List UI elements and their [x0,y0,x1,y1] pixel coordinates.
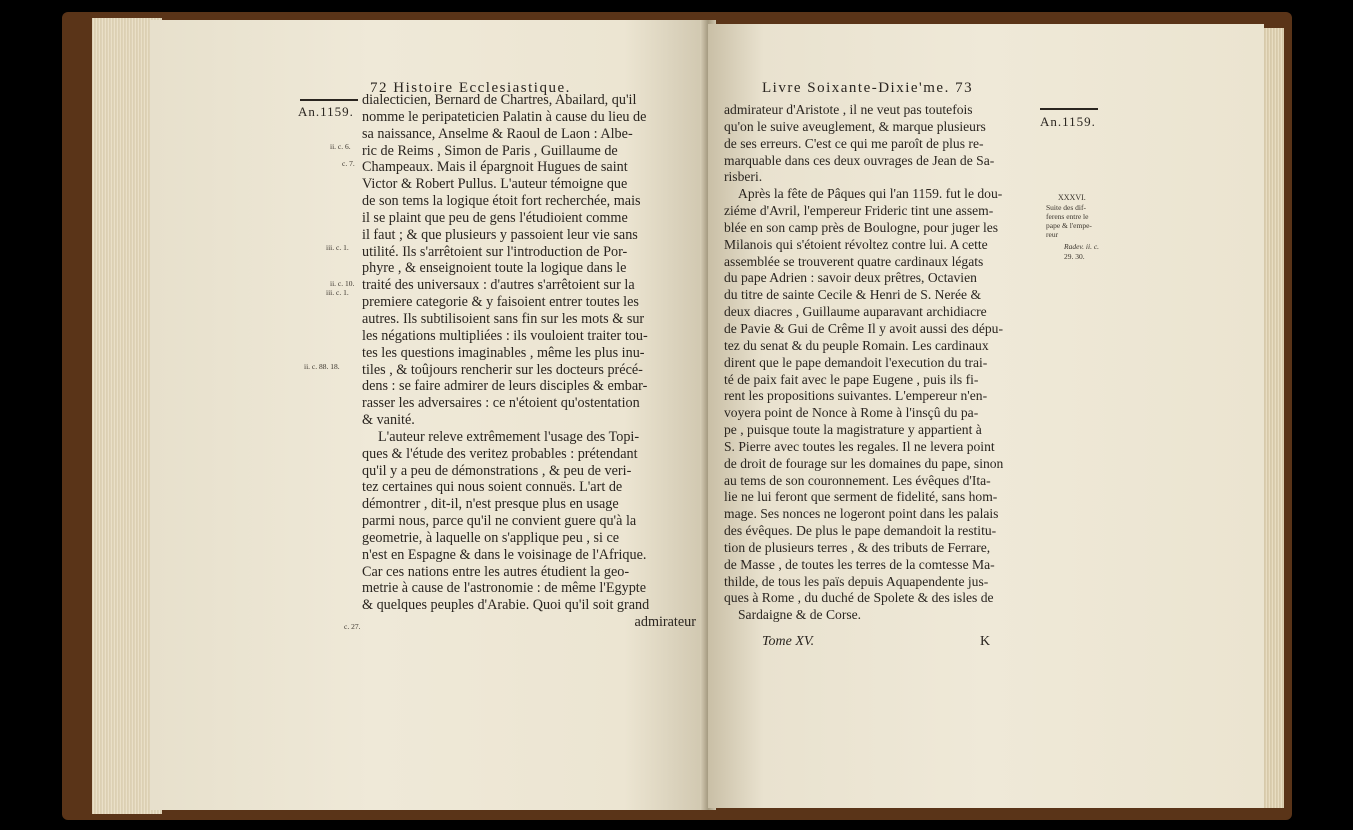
text-line: tes les questions imaginables , même les plus inu- [362,344,645,361]
text-line: deux diacres , Guillaume auparavant archidiacre [724,304,987,320]
left-margin-note: ii. c. 88. 18. [304,362,340,371]
text-line: S. Pierre avec toutes les regales. Il ne levera point [724,438,995,454]
right-margin-note: Suite des dif- [1046,203,1086,212]
text-line: Après la fête de Pâques qui l'an 1159. fut le dou- [738,186,1003,202]
text-line: dirent que le pape demandoit l'execution du trai- [724,354,988,370]
text-line: pe , puisque toute la magistrature y appartient à [724,422,982,438]
text-line: des évêques. De plus le pape demandoit la restitu- [724,523,997,539]
text-line: lie ne lui feront que serment de fidelité, sans hom- [724,489,998,505]
text-line: té de paix fait avec le pape Eugene , puis ils fi- [724,371,979,387]
text-line: & quelques peuples d'Arabie. Quoi qu'il soit grand [362,597,650,614]
text-line: Victor & Robert Pullus. L'auteur témoigne que [362,176,628,193]
text-line: Sardaigne & de Corse. [738,607,862,623]
left-year-rule [300,99,358,101]
text-line: tion de plusieurs terres , & des tributs de Ferrare, [724,539,991,555]
text-line: Champeaux. Mais il épargnoit Hugues de saint [362,159,628,176]
text-line: & vanité. [362,412,415,429]
text-line: assemblée se trouverent quatre cardinaux légats [724,253,984,269]
right-running-header: Livre Soixante-Dixie'me. 73 [762,80,974,96]
text-line: de Masse , de toutes les terres de la comtesse Ma- [724,556,995,572]
left-running-header: 72 Histoire Ecclesiastique. [370,80,571,96]
right-margin-note: Radev. ii. c. [1064,242,1100,251]
right-margin-note: XXXVI. [1058,193,1086,202]
left-margin-note: c. 7. [342,159,355,168]
text-line: du pape Adrien : savoir deux prêtres, Octavien [724,270,977,286]
text-line: de son tems la logique étoit fort recherchée, mais [362,193,641,210]
text-line: il se plaint que peu de gens l'étudioient comme [362,209,628,226]
right-margin-note: ferens entre le [1046,212,1089,221]
text-line: traité des universaux : d'autres s'arrêtoient sur la [362,277,635,294]
text-line: ric de Reims , Simon de Paris , Guillaume de [362,142,618,159]
text-line: marquable dans ces deux ouvrages de Jean de Sa- [724,152,995,168]
text-line: tiles , & toûjours rencherir sur les docteurs précé- [362,361,643,378]
text-line: de ses erreurs. C'est ce qui me paroît de plus re- [724,135,984,151]
signature-volume: Tome XV. [762,634,815,649]
right-margin-note: reur [1046,230,1059,239]
right-margin-note: pape & l'empe- [1046,221,1092,230]
text-line: admirateur d'Aristote , il ne veut pas toutefois [724,102,973,117]
right-margin-note: 29. 30. [1064,252,1085,261]
text-line: rent les propositions suivantes. L'empereur n'en- [724,388,988,404]
text-line: du titre de sainte Cecile & Henri de S. Nerée & [724,287,982,303]
text-line: blée en son camp près de Boulogne, pour juger les [724,219,999,235]
text-line: metrie à cause de l'astronomie : de même l'Egypte [362,580,647,597]
text-line: parmi nous, parce qu'il ne convient guere qu'à la [362,513,637,530]
text-line: Milanois qui s'étoient révoltez contre lui. A cette [724,236,988,252]
right-body-text [724,102,1036,624]
text-line: les négations multipliées : ils vouloient traiter tou- [362,327,648,344]
text-line: au tems de son couronnement. Les évêques d'Ita- [724,472,991,488]
text-line: Car ces nations entre les autres étudient la geo- [362,563,630,580]
left-body-text [362,92,696,631]
text-line: qu'il y a peu de démonstrations , & peu de veri- [362,462,632,479]
text-line: mage. Ses nonces ne logeront point dans les palais [724,506,999,522]
text-line: ques à Rome , du duché de Spolete & des isles de [724,590,994,606]
left-margin-note: ii. c. 6. [330,142,351,151]
left-margin-note: iii. c. 1. [326,288,349,297]
text-line: ques & l'étude des veritez probables : prétendant [362,445,638,462]
text-line: tez certaines qui nous soient connuës. L'art de [362,479,623,496]
text-line: utilité. Ils s'arrêtoient sur l'introduction de Por- [362,243,628,260]
left-margin-note: c. 27. [344,622,361,631]
text-line: qu'on le suive aveuglement, & marque plusieurs [724,118,986,134]
text-line: sa naissance, Anselme & Raoul de Laon : Albe- [362,125,633,142]
text-line: thilde, de tous les païs depuis Aquapendente jus- [724,573,989,589]
text-line: geometrie, à laquelle on s'applique peu , si ce [362,529,620,546]
text-line: tez du senat & du peuple Romain. Les cardinaux [724,337,989,353]
text-line: voyera point de Nonce à Rome à l'insçû du pa- [724,405,979,421]
text-line: autres. Ils subtilisoient sans fin sur les mots & sur [362,310,645,327]
text-line: de droit de fourage sur les domaines du pape, sinon [724,455,1004,471]
text-line: de Pavie & Gui de Crême Il y avoit aussi des dépu- [724,320,1003,336]
left-margin-note: iii. c. 1. [326,243,349,252]
signature-letter: K [980,634,991,649]
right-year-rule [1040,108,1098,110]
text-line: n'est en Espagne & dans le voisinage de l'Afrique. [362,546,647,563]
text-line: nomme le peripateticien Palatin à cause du lieu de [362,108,647,125]
left-year: An.1159. [298,104,354,119]
text-line: admirateur [634,614,696,631]
text-line: phyre , & enseignoient toute la logique dans le [362,260,627,277]
text-line: L'auteur releve extrêmement l'usage des Topi- [378,428,640,445]
text-line: il faut ; & que plusieurs y passoient leur vie sans [362,226,638,243]
left-margin-note: ii. c. 10. [330,279,355,288]
text-line: démontrer , dit-il, n'est presque plus en usage [362,496,619,513]
text-line: ziéme d'Avril, l'empereur Frideric tint une assem- [724,203,994,219]
text-line: dialecticien, Bernard de Chartres, Abailard, qu'il [362,92,637,108]
text-line: premiere categorie & y faisoient entrer toutes les [362,294,639,311]
text-line: rasser les adversaires : ce n'étoient qu'ostentation [362,395,640,412]
text-line: risberi. [724,169,763,185]
text-line: dens : se faire admirer de leurs disciples & embar- [362,378,648,395]
page-edges-right [1262,28,1284,808]
right-year: An.1159. [1040,114,1096,129]
